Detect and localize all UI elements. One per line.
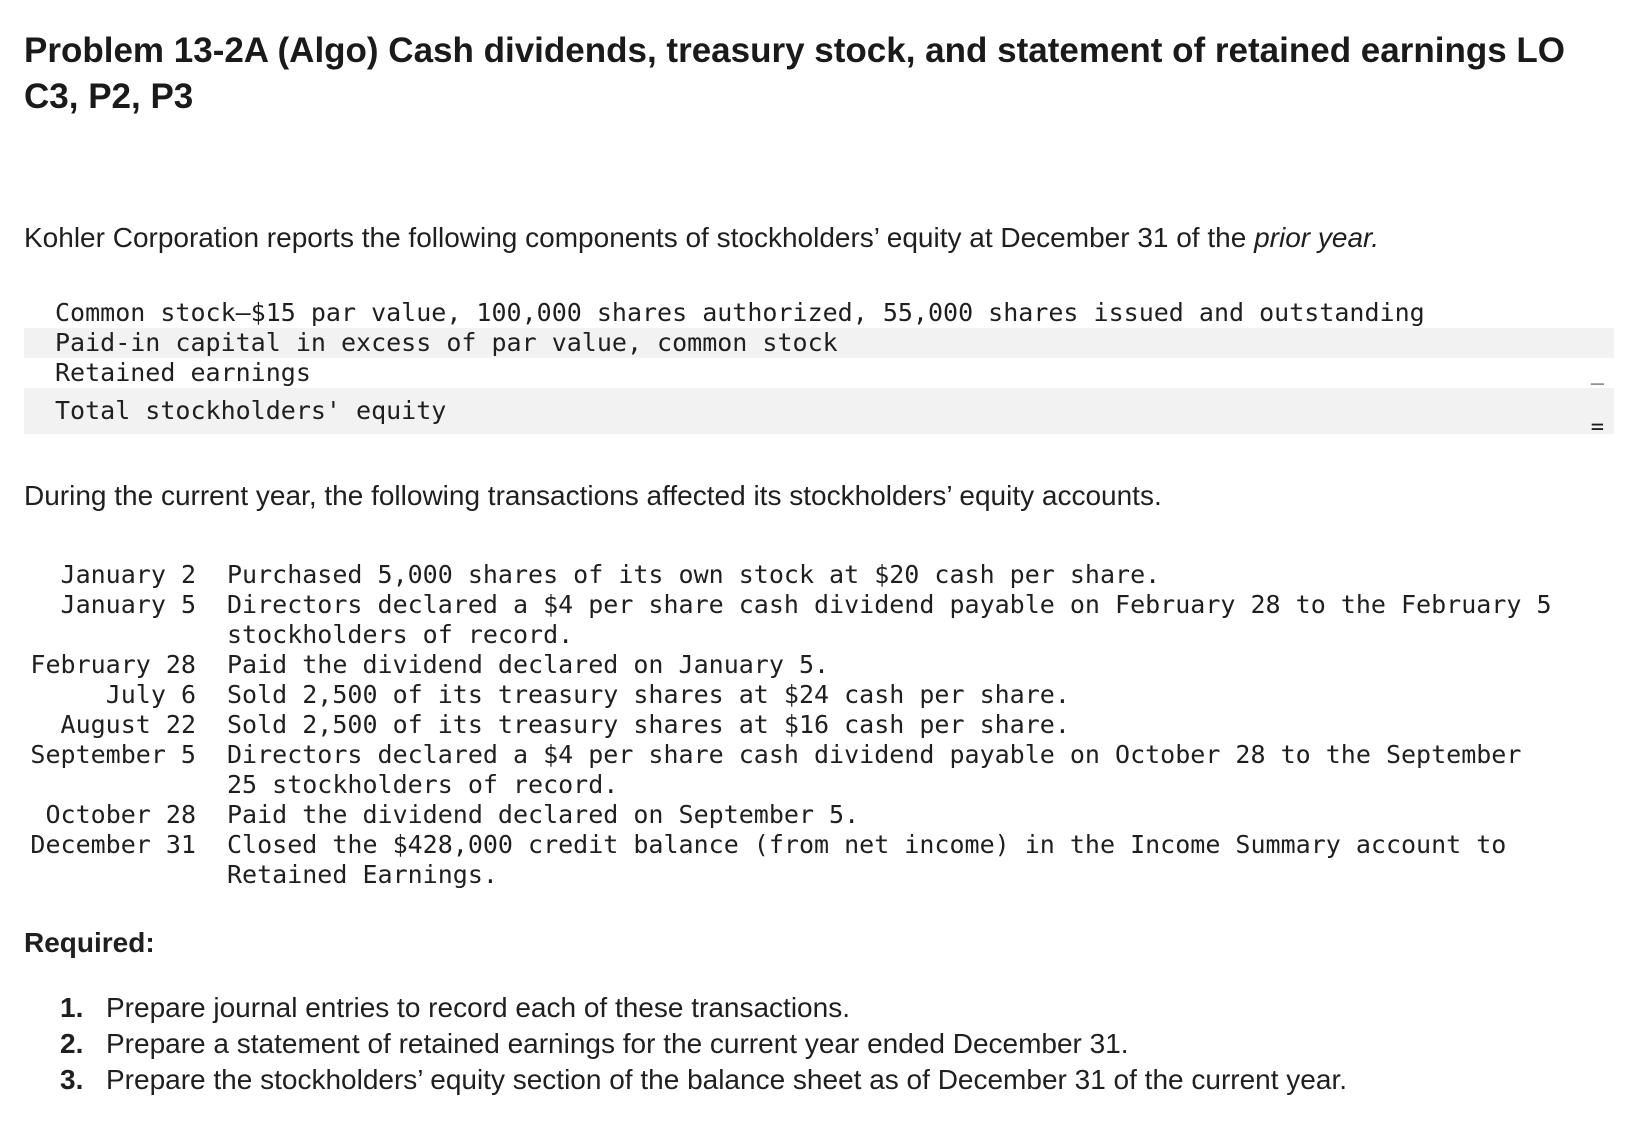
equity-row-total: [24, 388, 1614, 440]
requirement-text: Prepare the stockholders’ equity section of the balance sheet as of December 31 of the current year.: [106, 1064, 1348, 1095]
requirement-number: 3.: [60, 1064, 84, 1095]
transaction-date: January 2: [60, 560, 196, 589]
transaction-description: Directors declared a $4 per share cash dividend payable on February 28 to the February 5 stockholders of record.: [227, 590, 1552, 649]
requirements-list: [60, 990, 1347, 1098]
subtotal-rule: _: [1590, 360, 1604, 385]
equity-row-paid-in-capital: [24, 328, 1614, 358]
equity-row-common-stock: [24, 298, 1614, 328]
transaction-date: February 28: [30, 650, 196, 679]
total-double-rule: =: [1590, 415, 1604, 440]
equity-label: Common stock—$15 par value, 100,000 shares authorized, 55,000 shares issued and outstanding: [55, 298, 1425, 327]
requirement-item: [60, 1062, 1347, 1098]
transaction-row: [24, 710, 1557, 740]
equity-components-table: [24, 298, 1614, 440]
transaction-date: December 31: [30, 830, 196, 859]
equity-label: Total stockholders' equity: [55, 396, 447, 425]
transaction-description: Sold 2,500 of its treasury shares at $24 cash per share.: [227, 680, 1070, 709]
intro-text: Kohler Corporation reports the following components of stockholders’ equity at December 31 of the: [24, 222, 1255, 253]
transaction-description: Directors declared a $4 per share cash dividend payable on October 28 to the September 25 stockholders of record.: [227, 740, 1522, 799]
transactions-list: [24, 560, 1557, 890]
transaction-description: Paid the dividend declared on September 5.: [227, 800, 860, 829]
transaction-row: [24, 800, 1557, 830]
requirement-number: 1.: [60, 992, 84, 1023]
requirement-number: 2.: [60, 1028, 84, 1059]
transaction-date: July 6: [105, 680, 196, 709]
transaction-date: October 28: [45, 800, 196, 829]
requirement-text: Prepare a statement of retained earnings for the current year ended December 31.: [106, 1028, 1129, 1059]
equity-label: Paid-in capital in excess of par value, common stock: [55, 328, 838, 357]
transaction-description: Closed the $428,000 credit balance (from net income) in the Income Summary account to Retained Earnings.: [227, 830, 1507, 889]
transaction-date: September 5: [30, 740, 196, 769]
requirement-text: Prepare journal entries to record each of these transactions.: [106, 992, 850, 1023]
transaction-description: Purchased 5,000 shares of its own stock at $20 cash per share.: [227, 560, 1161, 589]
transaction-row: [24, 650, 1557, 680]
transaction-row: [24, 590, 1557, 650]
equity-row-retained-earnings: [24, 358, 1614, 388]
intro-paragraph: [24, 220, 1379, 256]
required-heading: Required:: [24, 927, 155, 958]
transaction-date: August 22: [60, 710, 196, 739]
transaction-description: Sold 2,500 of its treasury shares at $16 cash per share.: [227, 710, 1070, 739]
equity-label: Retained earnings: [55, 358, 311, 387]
requirement-item: [60, 1026, 1347, 1062]
intro-emphasis: prior year.: [1254, 222, 1380, 253]
requirement-item: [60, 990, 1347, 1026]
transaction-row: [24, 830, 1557, 890]
transaction-date: January 5: [60, 590, 196, 619]
transactions-intro: During the current year, the following transactions affected its stockholders’ equity accounts.: [24, 480, 1162, 511]
transaction-row: [24, 680, 1557, 710]
transaction-row: [24, 560, 1557, 590]
transaction-description: Paid the dividend declared on January 5.: [227, 650, 830, 679]
transaction-row: [24, 740, 1557, 800]
problem-title: Problem 13-2A (Algo) Cash dividends, treasury stock, and statement of retained earnings LO C3, P2, P3: [24, 31, 1566, 116]
